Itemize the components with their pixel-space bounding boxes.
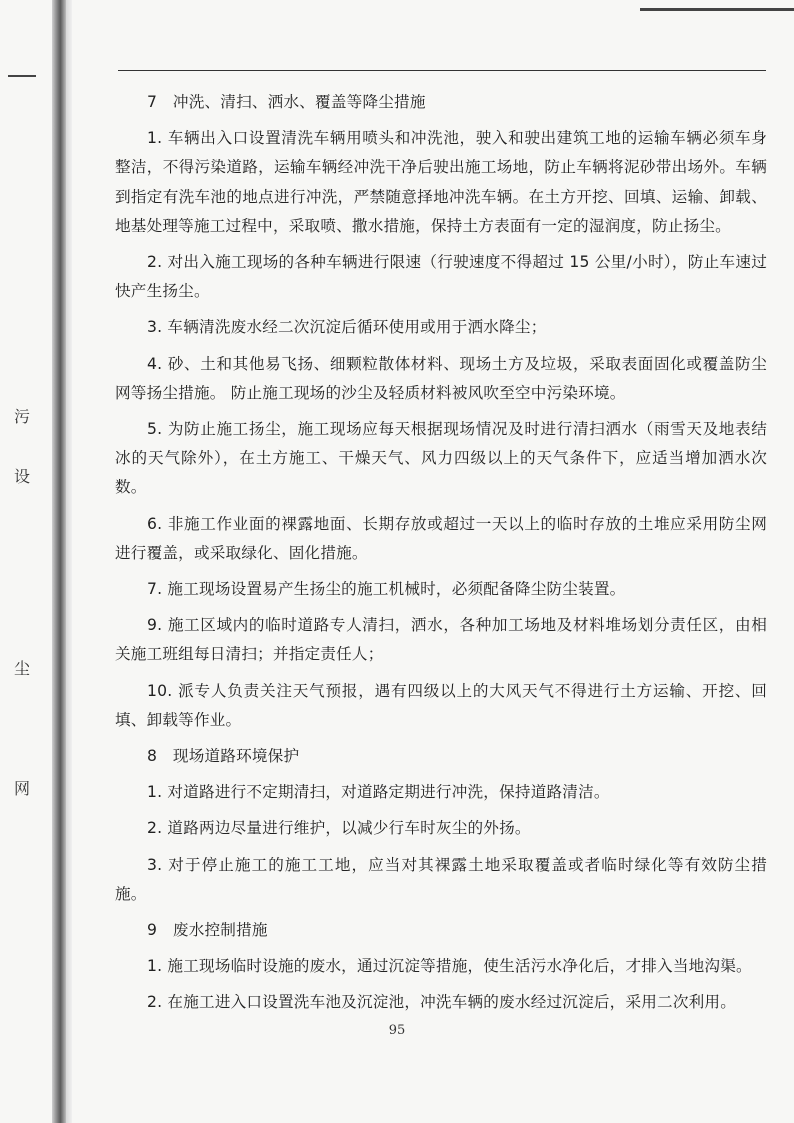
list-item: 1. 施工现场临时设施的废水，通过沉淀等措施，使生活污水净化后，才排入当地沟渠。 — [147, 957, 752, 976]
section-heading: 9 废水控制措施 — [147, 921, 268, 940]
header-rule — [118, 70, 766, 71]
binding-shadow-edge — [66, 0, 72, 1123]
document-body — [115, 88, 767, 1025]
margin-char: 污 — [14, 407, 31, 426]
list-item: 4. 砂、土和其他易飞扬、细颗粒散体材料、现场土方及垃圾，采取表面固化或覆盖防尘网等扬尘措施。 防止施工现场的沙尘及轻质材料被风吹至空中污染环境。 — [115, 354, 767, 402]
list-item: 2. 道路两边尽量进行维护，以减少行车时灰尘的外扬。 — [147, 819, 531, 838]
margin-char: 尘 — [14, 659, 31, 678]
page-number: 95 — [388, 1023, 406, 1038]
list-item: 2. 对出入施工现场的各种车辆进行限速（行驶速度不得超过 15 公里/小时），防止车速过快产生扬尘。 — [115, 253, 767, 301]
section-heading: 8 现场道路环境保护 — [147, 747, 300, 766]
list-item: 1. 对道路进行不定期清扫，对道路定期进行冲洗，保持道路清洁。 — [147, 783, 610, 802]
list-item: 1. 车辆出入口设置清洗车辆用喷头和冲洗池，驶入和驶出建筑工地的运输车辆必须车身整洁，不得污染道路，运输车辆经冲洗干净后驶出施工场地，防止车辆将泥砂带出场外。车辆到指定有洗车池的地点进行冲洗，严禁随意择地冲洗车辆。在土方开挖、回填、运输、卸载、地基处理等施工过程中，采取喷、撒水措施，保持土方表面有一定的湿润度，防止扬尘。 — [115, 129, 767, 235]
list-item: 3. 对于停止施工的施工工地，应当对其裸露土地采取覆盖或者临时绿化等有效防尘措施。 — [115, 855, 767, 903]
binding-shadow — [52, 0, 66, 1123]
section-heading: 7 冲洗、清扫、洒水、覆盖等降尘措施 — [147, 93, 426, 111]
list-item: 3. 车辆清洗废水经二次沉淀后循环使用或用于洒水降尘； — [147, 318, 547, 337]
list-item: 6. 非施工作业面的裸露地面、长期存放或超过一天以上的临时存放的土堆应采用防尘网进行覆盖，或采取绿化、固化措施。 — [115, 514, 767, 562]
margin-mark — [8, 75, 36, 77]
list-item: 5. 为防止施工扬尘，施工现场应每天根据现场情况及时进行清扫洒水（雨雪天及地表结冰的天气除外），在土方施工、干燥天气、风力四级以上的天气条件下，应适当增加洒水次数。 — [115, 420, 767, 497]
list-item: 9. 施工区域内的临时道路专人清扫，洒水，各种加工场地及材料堆场划分责任区，由相关施工班组每日清扫；并指定责任人； — [115, 616, 767, 664]
list-item: 2. 在施工进入口设置洗车池及沉淀池，冲洗车辆的废水经过沉淀后，采用二次利用。 — [147, 993, 737, 1012]
scan-artifact-line — [640, 8, 794, 11]
list-item: 7. 施工现场设置易产生扬尘的施工机械时，必须配备降尘防尘装置。 — [147, 580, 626, 599]
margin-char: 设 — [14, 467, 31, 486]
margin-char: 网 — [14, 779, 31, 798]
list-item: 10. 派专人负责关注天气预报，遇有四级以上的大风天气不得进行土方运输、开挖、回填、卸载等作业。 — [115, 681, 767, 729]
